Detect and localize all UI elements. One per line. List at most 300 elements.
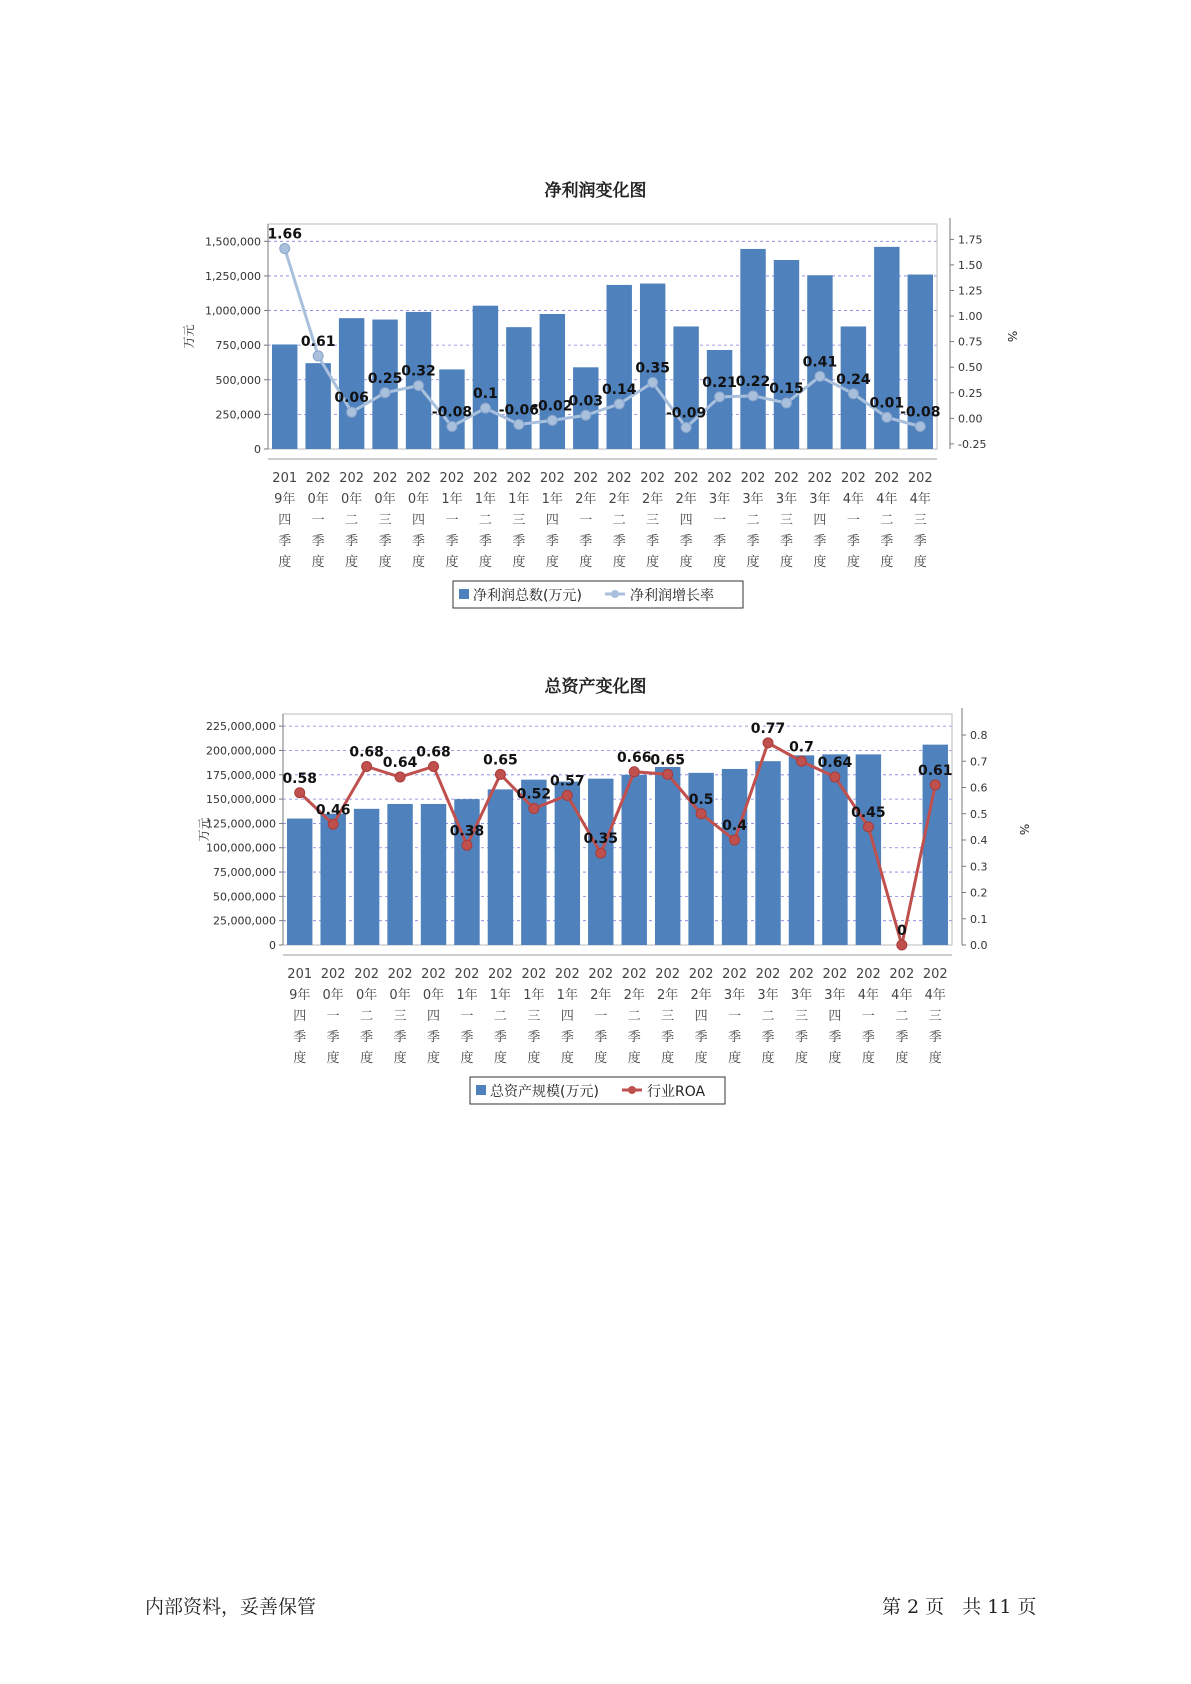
x-tick-label: 二: [880, 513, 894, 528]
bar: [722, 769, 747, 945]
data-label: 0.21: [702, 374, 737, 391]
x-tick-label: 度: [345, 555, 359, 570]
x-tick-label: 四: [813, 513, 827, 528]
x-tick-label: 季: [293, 1030, 307, 1045]
x-tick-label: 二: [761, 1009, 775, 1024]
x-tick-label: 1年: [508, 492, 530, 507]
line-point: [897, 940, 907, 950]
line-point: [362, 762, 372, 772]
x-tick-label: 0年: [374, 492, 396, 507]
x-tick-label: 202: [588, 967, 614, 982]
x-tick-label: 季: [880, 534, 894, 549]
x-tick-label: 202: [889, 967, 915, 982]
data-label: 0.25: [367, 370, 403, 387]
x-tick-label: 季: [761, 1030, 775, 1045]
x-tick-label: 1年: [556, 988, 578, 1003]
line-point: [848, 389, 858, 399]
x-tick-label: 2年: [575, 492, 597, 507]
x-tick-label: 4年: [909, 492, 931, 507]
bar: [421, 804, 446, 945]
x-tick-label: 度: [545, 555, 559, 570]
bar: [655, 767, 680, 945]
x-tick-label: 3年: [723, 988, 746, 1003]
y-tick-label: 125,000,000: [206, 817, 276, 831]
y-tick-label: 150,000,000: [206, 793, 276, 807]
x-tick-label: 3年: [742, 492, 764, 507]
x-tick-label: 度: [278, 555, 292, 570]
y-tick-label: 200,000,000: [206, 744, 276, 758]
line-point: [815, 371, 825, 381]
footer-confidential: 内部资料，妥善保管: [145, 1596, 317, 1618]
bar: [387, 804, 412, 945]
y2-tick-label: 0.5: [970, 807, 988, 821]
line-point: [562, 790, 572, 800]
y2-tick-label: 0.50: [958, 361, 983, 375]
data-label: 0.45: [851, 804, 886, 821]
x-tick-label: 度: [527, 1051, 541, 1066]
x-tick-label: 季: [326, 1030, 340, 1045]
data-label: 0.35: [583, 831, 619, 848]
y-tick-label: 0: [254, 443, 261, 456]
y-tick-label: 250,000: [215, 408, 261, 422]
x-tick-label: 202: [421, 967, 446, 982]
bar: [622, 775, 647, 945]
data-label: 0.57: [550, 773, 585, 790]
y2-tick-label: -0.25: [958, 437, 987, 451]
data-label: 0.61: [300, 333, 336, 350]
net-profit-chart: [0, 200, 1191, 670]
x-tick-label: 4年: [891, 988, 913, 1003]
x-tick-label: 202: [488, 967, 513, 982]
x-tick-label: 202: [387, 967, 413, 982]
total-assets-chart: [0, 696, 1191, 1126]
x-tick-label: 度: [928, 1051, 942, 1066]
x-tick-label: 四: [412, 513, 426, 528]
x-tick-label: 季: [813, 534, 827, 549]
x-tick-label: 三: [779, 513, 793, 528]
line-point: [581, 410, 591, 420]
total-suffix: 页: [1017, 1596, 1037, 1618]
x-tick-label: 201: [272, 471, 298, 486]
x-tick-label: 四: [560, 1009, 574, 1024]
line-point: [429, 762, 439, 772]
x-tick-label: 四: [828, 1009, 842, 1024]
x-tick-label: 0年: [389, 988, 411, 1003]
x-tick-label: 2年: [590, 988, 612, 1003]
y-tick-label: 1,000,000: [205, 304, 261, 318]
x-tick-label: 度: [646, 555, 660, 570]
data-label: -0.08: [431, 404, 473, 421]
x-tick-label: 季: [545, 534, 559, 549]
line-point: [529, 804, 539, 814]
legend-line-label: 净利润增长率: [630, 588, 714, 604]
data-label: 0.1: [473, 386, 498, 403]
x-tick-label: 一: [460, 1009, 474, 1024]
bar: [774, 260, 799, 449]
x-tick-label: 度: [828, 1051, 842, 1066]
x-tick-label: 度: [393, 1051, 407, 1066]
x-tick-label: 202: [354, 967, 380, 982]
data-label: 0.65: [650, 752, 685, 769]
data-label: 0.61: [918, 762, 953, 779]
x-tick-label: 季: [445, 534, 459, 549]
data-label: 0.4: [722, 818, 747, 834]
x-tick-label: 季: [779, 534, 793, 549]
x-tick-label: 202: [740, 471, 766, 486]
line-point: [313, 351, 323, 361]
x-tick-label: 季: [311, 534, 325, 549]
x-tick-label: 202: [673, 471, 699, 486]
bar: [305, 363, 330, 449]
x-tick-label: 202: [439, 471, 465, 486]
legend-bar-swatch: [476, 1085, 486, 1095]
line-point: [781, 398, 791, 408]
x-tick-label: 0年: [407, 492, 430, 507]
x-tick-label: 度: [460, 1051, 474, 1066]
x-tick-label: 202: [655, 967, 681, 982]
x-tick-label: 季: [627, 1030, 641, 1045]
bar: [555, 782, 580, 945]
data-label: 0.01: [869, 395, 905, 412]
y-tick-label: 25,000,000: [213, 914, 276, 928]
x-tick-label: 202: [874, 471, 900, 486]
x-tick-label: 三: [393, 1009, 407, 1024]
x-tick-label: 季: [278, 534, 292, 549]
line-point: [796, 756, 806, 766]
x-tick-label: 202: [840, 471, 866, 486]
x-tick-label: 度: [895, 1051, 909, 1066]
x-tick-label: 季: [512, 534, 526, 549]
bar: [540, 314, 565, 449]
bar: [740, 249, 765, 449]
bar: [488, 789, 513, 945]
x-tick-label: 202: [305, 471, 331, 486]
data-label: 0.7: [789, 739, 814, 756]
x-tick-label: 202: [621, 967, 647, 982]
x-tick-label: 季: [412, 534, 426, 549]
data-label: 0.41: [802, 354, 838, 371]
x-tick-label: 202: [320, 967, 346, 982]
x-tick-label: 季: [928, 1030, 942, 1045]
page-prefix: 第: [882, 1596, 902, 1618]
x-tick-label: 度: [427, 1051, 441, 1066]
x-tick-label: 季: [560, 1030, 574, 1045]
x-tick-label: 四: [679, 513, 693, 528]
line-point: [328, 819, 338, 829]
x-tick-label: 3年: [775, 492, 798, 507]
x-tick-label: 季: [478, 534, 492, 549]
x-tick-label: 三: [928, 1009, 942, 1024]
x-tick-label: 三: [661, 1009, 675, 1024]
x-tick-label: 四: [694, 1009, 708, 1024]
x-tick-label: 度: [794, 1051, 808, 1066]
x-tick-label: 二: [895, 1009, 909, 1024]
y2-tick-label: 0.00: [958, 412, 983, 426]
x-tick-label: 三: [378, 513, 392, 528]
x-tick-label: 202: [789, 967, 814, 982]
x-tick-label: 202: [372, 471, 398, 486]
x-tick-label: 202: [688, 967, 714, 982]
x-tick-label: 度: [360, 1051, 374, 1066]
x-tick-label: 3年: [790, 988, 813, 1003]
x-tick-label: 季: [527, 1030, 541, 1045]
data-label: 0.68: [416, 744, 451, 761]
x-tick-label: 202: [406, 471, 431, 486]
x-tick-label: 季: [746, 534, 760, 549]
page-suffix: 页: [925, 1596, 945, 1618]
x-tick-label: 9年: [289, 988, 311, 1003]
y2-tick-label: 0.7: [970, 755, 988, 769]
line-point: [629, 767, 639, 777]
x-tick-label: 202: [640, 471, 666, 486]
data-label: 0.15: [769, 380, 804, 397]
x-tick-label: 0年: [340, 492, 363, 507]
x-tick-label: 度: [512, 555, 526, 570]
x-tick-label: 201: [287, 967, 313, 982]
bar: [473, 306, 498, 449]
x-tick-label: 二: [746, 513, 760, 528]
line-point: [614, 399, 624, 409]
x-tick-label: 二: [493, 1009, 507, 1024]
x-tick-label: 四: [293, 1009, 307, 1024]
y2-tick-label: 0.75: [958, 335, 983, 349]
x-tick-label: 202: [454, 967, 480, 982]
x-tick-label: 四: [427, 1009, 441, 1024]
page-number: 2: [907, 1596, 920, 1618]
x-tick-label: 一: [445, 513, 459, 528]
x-tick-label: 季: [460, 1030, 474, 1045]
bar: [287, 819, 312, 945]
bar: [506, 327, 531, 449]
bar: [822, 754, 847, 945]
x-tick-label: 季: [345, 534, 359, 549]
x-tick-label: 9年: [274, 492, 296, 507]
x-tick-label: 季: [493, 1030, 507, 1045]
line-point: [280, 244, 290, 254]
x-tick-label: 三: [646, 513, 660, 528]
data-label: 0.03: [568, 393, 604, 410]
line-point: [295, 788, 305, 798]
x-tick-label: 三: [913, 513, 927, 528]
line-point: [380, 388, 390, 398]
line-point: [447, 422, 457, 432]
line-point: [730, 835, 740, 845]
x-tick-label: 202: [907, 471, 933, 486]
x-tick-label: 一: [326, 1009, 340, 1024]
x-tick-label: 0年: [307, 492, 329, 507]
x-tick-label: 度: [412, 555, 426, 570]
x-tick-label: 度: [861, 1051, 875, 1066]
x-tick-label: 202: [755, 967, 781, 982]
x-tick-label: 1年: [489, 988, 512, 1003]
x-tick-label: 202: [521, 967, 547, 982]
legend-bar-label: 净利润总数(万元): [473, 588, 582, 604]
bar: [856, 754, 881, 945]
line-point: [830, 772, 840, 782]
x-tick-label: 季: [895, 1030, 909, 1045]
x-tick-label: 度: [746, 555, 760, 570]
x-tick-label: 1年: [523, 988, 545, 1003]
x-tick-label: 0年: [322, 988, 344, 1003]
x-tick-label: 202: [506, 471, 532, 486]
x-tick-label: 季: [794, 1030, 808, 1045]
x-tick-label: 202: [855, 967, 881, 982]
y-tick-label: 100,000,000: [206, 841, 276, 855]
line-point: [495, 769, 505, 779]
x-tick-label: 度: [594, 1051, 608, 1066]
x-tick-label: 2年: [657, 988, 679, 1003]
x-tick-label: 3年: [809, 492, 831, 507]
x-tick-label: 度: [579, 555, 593, 570]
x-tick-label: 季: [661, 1030, 675, 1045]
x-tick-label: 季: [828, 1030, 842, 1045]
x-tick-label: 度: [293, 1051, 307, 1066]
x-tick-label: 202: [774, 471, 799, 486]
bar: [354, 809, 379, 945]
y2-tick-label: 0.0: [970, 939, 988, 952]
x-tick-label: 度: [713, 555, 727, 570]
x-tick-label: 度: [326, 1051, 340, 1066]
x-tick-label: 季: [612, 534, 626, 549]
legend-line-marker: [611, 590, 619, 598]
x-tick-label: 度: [913, 555, 927, 570]
x-tick-label: 度: [728, 1051, 742, 1066]
line-point: [547, 415, 557, 425]
line-point: [395, 772, 405, 782]
x-tick-label: 202: [922, 967, 948, 982]
data-label: 0.66: [616, 749, 652, 766]
x-tick-label: 度: [612, 555, 626, 570]
total-prefix: 共: [962, 1596, 982, 1618]
line-point: [882, 412, 892, 422]
data-label: -0.06: [498, 402, 540, 419]
x-tick-label: 3年: [824, 988, 846, 1003]
x-tick-label: 2年: [675, 492, 697, 507]
x-tick-label: 202: [339, 471, 365, 486]
x-tick-label: 季: [646, 534, 660, 549]
x-tick-label: 202: [606, 471, 632, 486]
x-tick-label: 3年: [757, 988, 779, 1003]
line-point: [462, 840, 472, 850]
x-tick-label: 一: [861, 1009, 875, 1024]
y-tick-label: 1,250,000: [205, 269, 261, 283]
x-tick-label: 202: [539, 471, 565, 486]
x-tick-label: 2年: [608, 492, 630, 507]
x-tick-label: 度: [813, 555, 827, 570]
x-tick-label: 度: [779, 555, 793, 570]
x-tick-label: 季: [694, 1030, 708, 1045]
y-tick-label: 225,000,000: [206, 720, 276, 734]
data-label: 1.66: [267, 226, 302, 243]
y2-tick-label: 1.75: [958, 233, 983, 247]
x-tick-label: 二: [360, 1009, 374, 1024]
x-tick-label: 0年: [355, 988, 378, 1003]
x-tick-label: 度: [679, 555, 693, 570]
chart-2-title: 总资产变化图: [544, 677, 647, 697]
x-tick-label: 1年: [474, 492, 497, 507]
data-label: 0.64: [382, 755, 418, 771]
x-tick-label: 2年: [690, 988, 712, 1003]
legend-bar-label: 总资产规模(万元): [490, 1084, 599, 1100]
x-tick-label: 三: [527, 1009, 541, 1024]
x-tick-label: 季: [679, 534, 693, 549]
data-label: 0.06: [334, 390, 369, 407]
data-label: -0.08: [900, 404, 941, 421]
data-label: 0.35: [635, 360, 670, 377]
x-tick-label: 二: [612, 513, 626, 528]
x-tick-label: 1年: [541, 492, 563, 507]
y2-axis-title: %: [1005, 330, 1019, 343]
bar: [588, 779, 613, 945]
x-tick-label: 季: [393, 1030, 407, 1045]
data-label: 0.65: [483, 752, 518, 769]
x-tick-label: 度: [478, 555, 492, 570]
x-tick-label: 一: [728, 1009, 742, 1024]
y-axis-title: 万元: [182, 324, 196, 349]
x-tick-label: 一: [846, 513, 860, 528]
x-tick-label: 二: [345, 513, 359, 528]
y-axis-title: 万元: [197, 817, 211, 842]
x-tick-label: 度: [378, 555, 392, 570]
line-point: [347, 407, 357, 417]
y-tick-label: 175,000,000: [206, 768, 276, 782]
x-tick-label: 季: [713, 534, 727, 549]
data-label: 0.24: [836, 371, 871, 388]
x-tick-label: 1年: [441, 492, 463, 507]
line-point: [930, 780, 940, 790]
x-tick-label: 一: [579, 513, 593, 528]
plot-frame: [268, 224, 937, 449]
x-tick-label: 202: [707, 471, 732, 486]
x-tick-label: 202: [573, 471, 599, 486]
y-tick-label: 1,500,000: [205, 235, 261, 249]
y2-tick-label: 0.3: [970, 860, 988, 874]
x-tick-label: 度: [880, 555, 894, 570]
y2-tick-label: 0.6: [970, 781, 988, 795]
x-tick-label: 三: [794, 1009, 808, 1024]
data-label: 0.52: [516, 786, 552, 803]
data-label: 0.58: [282, 770, 317, 787]
bar: [755, 761, 780, 945]
x-tick-label: 3年: [708, 492, 731, 507]
x-tick-label: 季: [378, 534, 392, 549]
line-point: [596, 848, 606, 858]
x-tick-label: 202: [554, 967, 580, 982]
data-label: 0.38: [449, 823, 485, 840]
data-label: 0.77: [750, 720, 786, 737]
data-label: 0: [896, 923, 907, 939]
x-tick-label: 0年: [422, 988, 445, 1003]
y2-tick-label: 1.50: [958, 258, 983, 272]
legend-line-marker: [628, 1086, 636, 1094]
x-tick-label: 度: [560, 1051, 574, 1066]
y2-tick-label: 0.4: [970, 834, 988, 847]
bar: [339, 318, 364, 449]
x-tick-label: 四: [278, 513, 292, 528]
x-tick-label: 四: [545, 513, 559, 528]
x-tick-label: 度: [445, 555, 459, 570]
x-tick-label: 三: [512, 513, 526, 528]
line-point: [763, 738, 773, 748]
data-label: 0.14: [601, 382, 637, 398]
x-tick-label: 一: [713, 513, 727, 528]
x-tick-label: 1年: [456, 988, 478, 1003]
x-tick-label: 季: [594, 1030, 608, 1045]
x-tick-label: 季: [427, 1030, 441, 1045]
line-point: [480, 403, 490, 413]
x-tick-label: 度: [661, 1051, 675, 1066]
x-tick-label: 季: [360, 1030, 374, 1045]
